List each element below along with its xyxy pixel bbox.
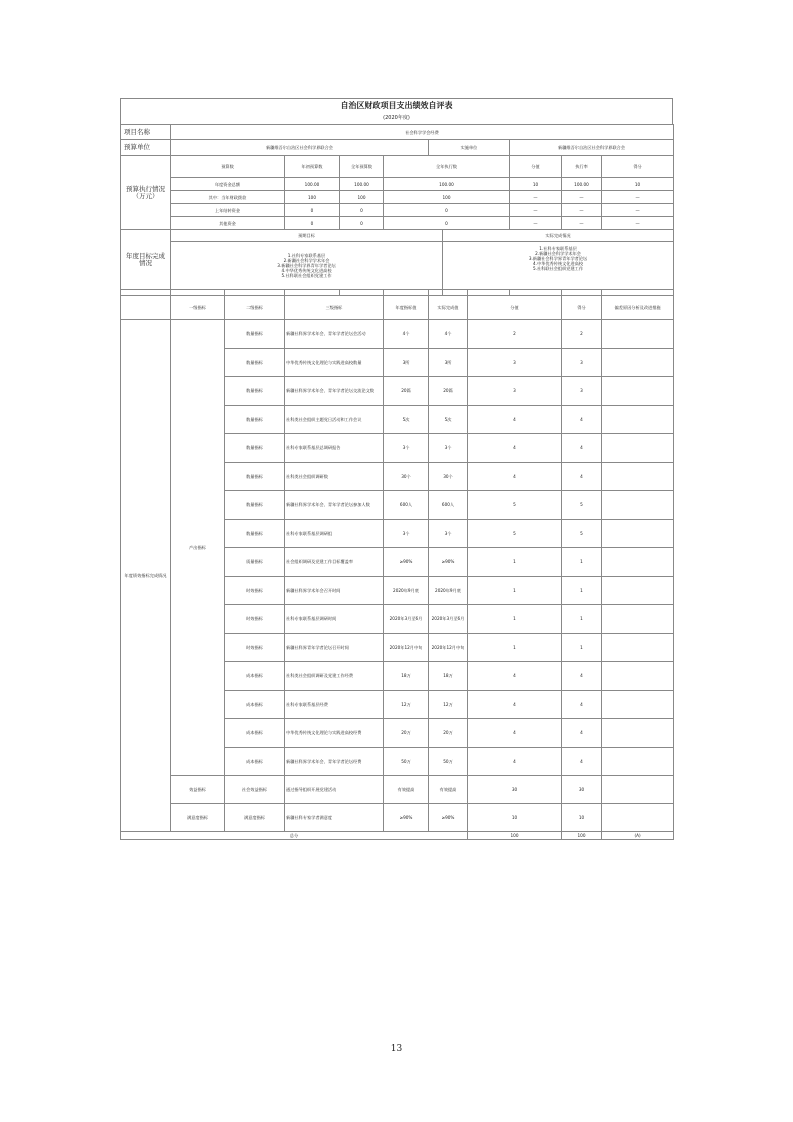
reason-value — [602, 348, 674, 377]
perf-section-label: 年度绩效指标完成情况 — [121, 320, 171, 832]
budget-section-label: 预算执行情况 （万元） — [121, 156, 171, 230]
got-value: 3 — [562, 377, 602, 406]
project-name-label: 项目名称 — [121, 125, 171, 140]
level3-indicator: 新疆社科界学术年会、青年学者论坛经费 — [285, 747, 384, 776]
budget-header-5: 执行率 — [562, 156, 602, 178]
budget-cell: 0 — [340, 204, 384, 217]
reason-value — [602, 690, 674, 719]
reason-value — [602, 462, 674, 491]
total-grade: (A) — [602, 832, 674, 840]
table-row — [121, 804, 674, 832]
total-row — [121, 832, 674, 840]
level1-indicator: 效益指标 — [171, 776, 225, 804]
actual-value: 18万 — [429, 662, 468, 691]
total-score: 100 — [468, 832, 562, 840]
target-value: 有效提高 — [384, 776, 429, 804]
target-value: 2020年12月中旬 — [384, 633, 429, 662]
got-value: 30 — [562, 776, 602, 804]
level2-indicator: 满意度指标 — [225, 804, 285, 832]
budget-cell: — — [510, 217, 562, 230]
target-value: 20万 — [384, 719, 429, 748]
got-value: 4 — [562, 662, 602, 691]
budget-row — [121, 178, 674, 191]
level2-indicator: 社会效益指标 — [225, 776, 285, 804]
sheet-title: 自治区财政项目支出绩效自评表 — [120, 98, 673, 113]
score-value: 5 — [468, 519, 562, 548]
reason-value — [602, 662, 674, 691]
level2-indicator: 成本指标 — [225, 719, 285, 748]
budget-row-label: 其中：当年财政拨款 — [171, 191, 285, 204]
level3-indicator: 社科类社会组织调研及党建工作经费 — [285, 662, 384, 691]
total-label: 总分 — [121, 832, 468, 840]
reason-value — [602, 804, 674, 832]
perf-header-l2: 二级指标 — [225, 296, 285, 320]
reason-value — [602, 776, 674, 804]
budget-header-6: 得分 — [602, 156, 674, 178]
score-value: 1 — [468, 576, 562, 605]
score-value: 4 — [468, 434, 562, 463]
got-value: 5 — [562, 491, 602, 520]
goals-header-row — [121, 230, 674, 242]
got-value: 4 — [562, 434, 602, 463]
target-value: 600人 — [384, 491, 429, 520]
got-value: 2 — [562, 320, 602, 349]
level3-indicator: 新疆社科界学术年会召开时间 — [285, 576, 384, 605]
actual-value: 2020年12月中旬 — [429, 633, 468, 662]
level3-indicator: 社科专家联系基层总调研报告 — [285, 434, 384, 463]
budget-row-label: 年度资金总额 — [171, 178, 285, 191]
got-value: 3 — [562, 348, 602, 377]
perf-header-target: 年度指标值 — [384, 296, 429, 320]
budget-row-label: 其他资金 — [171, 217, 285, 230]
actual-value: 2020年3月至6月 — [429, 605, 468, 634]
reason-value — [602, 719, 674, 748]
budget-cell: 0 — [285, 217, 340, 230]
impl-unit-value: 新疆维吾尔自治区社会科学界联合会 — [510, 140, 674, 156]
budget-cell: 100 — [384, 191, 510, 204]
budget-cell: — — [602, 191, 674, 204]
page-number: 13 — [390, 1044, 403, 1054]
reason-value — [602, 320, 674, 349]
reason-value — [602, 605, 674, 634]
goals-content-row — [121, 242, 674, 290]
target-value: 18万 — [384, 662, 429, 691]
got-value: 1 — [562, 576, 602, 605]
reason-value — [602, 548, 674, 577]
level2-indicator: 数量指标 — [225, 377, 285, 406]
budget-unit-value: 新疆维吾尔自治区社会科学界联合会 — [171, 140, 429, 156]
budget-cell: 0 — [384, 217, 510, 230]
perf-header-actual: 实际完成值 — [429, 296, 468, 320]
budget-cell: — — [562, 204, 602, 217]
budget-cell: — — [510, 191, 562, 204]
level3-indicator: 社科类社会组织主题党日活动和工作会议 — [285, 405, 384, 434]
got-value: 4 — [562, 719, 602, 748]
score-value: 4 — [468, 690, 562, 719]
level2-indicator: 数量指标 — [225, 491, 285, 520]
actual-value: 20篇 — [429, 377, 468, 406]
actual-value: 4个 — [429, 320, 468, 349]
budget-cell: — — [510, 204, 562, 217]
perf-header-blank — [121, 296, 171, 320]
goal-item: 5.社科联社会组织党建工作 — [281, 273, 332, 278]
budget-cell: — — [602, 204, 674, 217]
goal-item: 5.社科联社会组织党建工作 — [533, 266, 584, 271]
impl-unit-label: 实施单位 — [429, 140, 510, 156]
actual-value: 有效提高 — [429, 776, 468, 804]
got-value: 4 — [562, 747, 602, 776]
score-value: 1 — [468, 605, 562, 634]
score-value: 2 — [468, 320, 562, 349]
table-row — [121, 320, 674, 349]
actual-value: 3个 — [429, 519, 468, 548]
goals-section-label: 年度目标完成 情况 — [121, 230, 171, 290]
budget-cell: 100 — [285, 191, 340, 204]
level3-indicator: 社会组织调研及党建工作目标覆盖率 — [285, 548, 384, 577]
level3-indicator: 通过指导组织开展党建活动 — [285, 776, 384, 804]
level2-indicator: 数量指标 — [225, 434, 285, 463]
level3-indicator: 新疆社科专家学者满意度 — [285, 804, 384, 832]
output-indicator-label: 产出指标 — [171, 320, 225, 776]
budget-cell: 0 — [384, 204, 510, 217]
target-value: 20篇 — [384, 377, 429, 406]
budget-cell: 10 — [602, 178, 674, 191]
score-value: 3 — [468, 377, 562, 406]
budget-cell: 100 — [340, 191, 384, 204]
actual-value: 3所 — [429, 348, 468, 377]
budget-cell: 100.00 — [340, 178, 384, 191]
table-row — [121, 776, 674, 804]
level3-indicator: 新疆社科界学术年会、青年学者论坛会活动 — [285, 320, 384, 349]
actual-value: 30个 — [429, 462, 468, 491]
budget-cell: 0 — [285, 204, 340, 217]
budget-cell: — — [562, 217, 602, 230]
score-value: 5 — [468, 491, 562, 520]
target-value: 4个 — [384, 320, 429, 349]
actual-value: ≥90% — [429, 548, 468, 577]
reason-value — [602, 377, 674, 406]
score-value: 4 — [468, 462, 562, 491]
level2-indicator: 数量指标 — [225, 405, 285, 434]
evaluation-sheet — [120, 98, 673, 840]
actual-value: 5次 — [429, 405, 468, 434]
reason-value — [602, 576, 674, 605]
level3-indicator: 社科专家联系基层调研时间 — [285, 605, 384, 634]
level3-indicator: 新疆社科界学术年会、青年学者论坛交流论文数 — [285, 377, 384, 406]
level1-indicator: 满意度指标 — [171, 804, 225, 832]
score-value: 1 — [468, 633, 562, 662]
score-value: 4 — [468, 405, 562, 434]
level2-indicator: 数量指标 — [225, 519, 285, 548]
target-value: 5次 — [384, 405, 429, 434]
level2-indicator: 成本指标 — [225, 690, 285, 719]
target-value: ≥90% — [384, 804, 429, 832]
actual-value: 600人 — [429, 491, 468, 520]
level3-indicator: 新疆社科界学术年会、青年学者论坛参加人数 — [285, 491, 384, 520]
goal-item: 3.新疆社会科学界青年学者论坛 — [528, 256, 588, 261]
goals-actual-list — [443, 242, 674, 290]
budget-header-4: 分值 — [510, 156, 562, 178]
level3-indicator: 社科专家联系基层调研组 — [285, 519, 384, 548]
score-value: 4 — [468, 719, 562, 748]
perf-header-score: 分值 — [468, 296, 562, 320]
actual-value: 12万 — [429, 690, 468, 719]
budget-row — [121, 191, 674, 204]
target-value: 2020年3月至6月 — [384, 605, 429, 634]
actual-value: 20万 — [429, 719, 468, 748]
budget-header-row — [121, 156, 674, 178]
target-value: 30个 — [384, 462, 429, 491]
got-value: 5 — [562, 519, 602, 548]
reason-value — [602, 491, 674, 520]
target-value: 50万 — [384, 747, 429, 776]
actual-value: ≥90% — [429, 804, 468, 832]
reason-value — [602, 405, 674, 434]
perf-header-got: 得分 — [562, 296, 602, 320]
goal-item: 1.社科专家联系基层 — [539, 246, 577, 251]
score-value: 4 — [468, 747, 562, 776]
actual-value: 50万 — [429, 747, 468, 776]
budget-cell: 100.00 — [562, 178, 602, 191]
sheet-subtitle: (2020年度) — [120, 113, 673, 124]
budget-cell: — — [602, 217, 674, 230]
got-value: 1 — [562, 548, 602, 577]
level2-indicator: 质量指标 — [225, 548, 285, 577]
perf-header-reason: 偏差原因分析及改进措施 — [602, 296, 674, 320]
level2-indicator: 数量指标 — [225, 462, 285, 491]
level3-indicator: 社科类社会组织调研数 — [285, 462, 384, 491]
level2-indicator: 数量指标 — [225, 348, 285, 377]
target-value: 3所 — [384, 348, 429, 377]
level2-indicator: 时效指标 — [225, 605, 285, 634]
budget-cell: 100.00 — [285, 178, 340, 191]
budget-header-2: 全年预算数 — [340, 156, 384, 178]
budget-header-3: 全年执行数 — [384, 156, 510, 178]
reason-value — [602, 747, 674, 776]
goal-item: 3.新疆社会科学界青年学者论坛 — [277, 263, 336, 268]
target-value: ≥90% — [384, 548, 429, 577]
budget-unit-label: 预算单位 — [121, 140, 171, 156]
budget-row-label: 上年结转资金 — [171, 204, 285, 217]
level3-indicator: 中华优秀传统文化理论与实践进高校数量 — [285, 348, 384, 377]
perf-header-row — [121, 296, 674, 320]
budget-row — [121, 204, 674, 217]
score-value: 3 — [468, 348, 562, 377]
level2-indicator: 时效指标 — [225, 576, 285, 605]
budget-header-0: 预算数 — [171, 156, 285, 178]
got-value: 4 — [562, 462, 602, 491]
level2-indicator: 成本指标 — [225, 662, 285, 691]
level3-indicator: 社科专家联系基层经费 — [285, 690, 384, 719]
goal-item: 1.社科专家联系基层 — [287, 253, 326, 258]
reason-value — [602, 633, 674, 662]
unit-row — [121, 140, 674, 156]
goal-item: 2.新疆社会科学学术年会 — [283, 258, 330, 263]
actual-value: 3个 — [429, 434, 468, 463]
total-got: 100 — [562, 832, 602, 840]
target-value: 3个 — [384, 434, 429, 463]
level2-indicator: 时效指标 — [225, 633, 285, 662]
score-value: 30 — [468, 776, 562, 804]
level2-indicator: 成本指标 — [225, 747, 285, 776]
budget-row — [121, 217, 674, 230]
target-value: 3个 — [384, 519, 429, 548]
goal-item: 4.中华优秀传统文化进高校 — [533, 261, 584, 266]
level3-indicator: 中华优秀传统文化理论与实践进高校经费 — [285, 719, 384, 748]
score-value: 10 — [468, 804, 562, 832]
reason-value — [602, 434, 674, 463]
perf-header-l3: 三级指标 — [285, 296, 384, 320]
got-value: 4 — [562, 690, 602, 719]
target-value: 2020年9月底 — [384, 576, 429, 605]
perf-header-l1: 一级指标 — [171, 296, 225, 320]
got-value: 4 — [562, 405, 602, 434]
got-value: 1 — [562, 605, 602, 634]
goals-expected-header: 预期目标 — [171, 230, 443, 242]
budget-cell: 0 — [340, 217, 384, 230]
evaluation-table — [120, 124, 674, 840]
got-value: 10 — [562, 804, 602, 832]
goals-actual-header: 实际完成情况 — [443, 230, 674, 242]
budget-cell: — — [562, 191, 602, 204]
score-value: 1 — [468, 548, 562, 577]
actual-value: 2020年9月底 — [429, 576, 468, 605]
goal-item: 2.新疆社会科学学术年会 — [535, 251, 581, 256]
score-value: 4 — [468, 662, 562, 691]
goal-item: 4.中华优秀传统文化进高校 — [281, 268, 332, 273]
budget-cell: 100.00 — [384, 178, 510, 191]
budget-header-1: 年初预算数 — [285, 156, 340, 178]
project-name-value: 社会科学学会经费 — [171, 125, 674, 140]
got-value: 1 — [562, 633, 602, 662]
level3-indicator: 新疆社科界青年学者论坛召开时间 — [285, 633, 384, 662]
goals-expected-list — [171, 242, 443, 290]
budget-cell: 10 — [510, 178, 562, 191]
project-name-row — [121, 125, 674, 140]
reason-value — [602, 519, 674, 548]
target-value: 12万 — [384, 690, 429, 719]
level2-indicator: 数量指标 — [225, 320, 285, 349]
